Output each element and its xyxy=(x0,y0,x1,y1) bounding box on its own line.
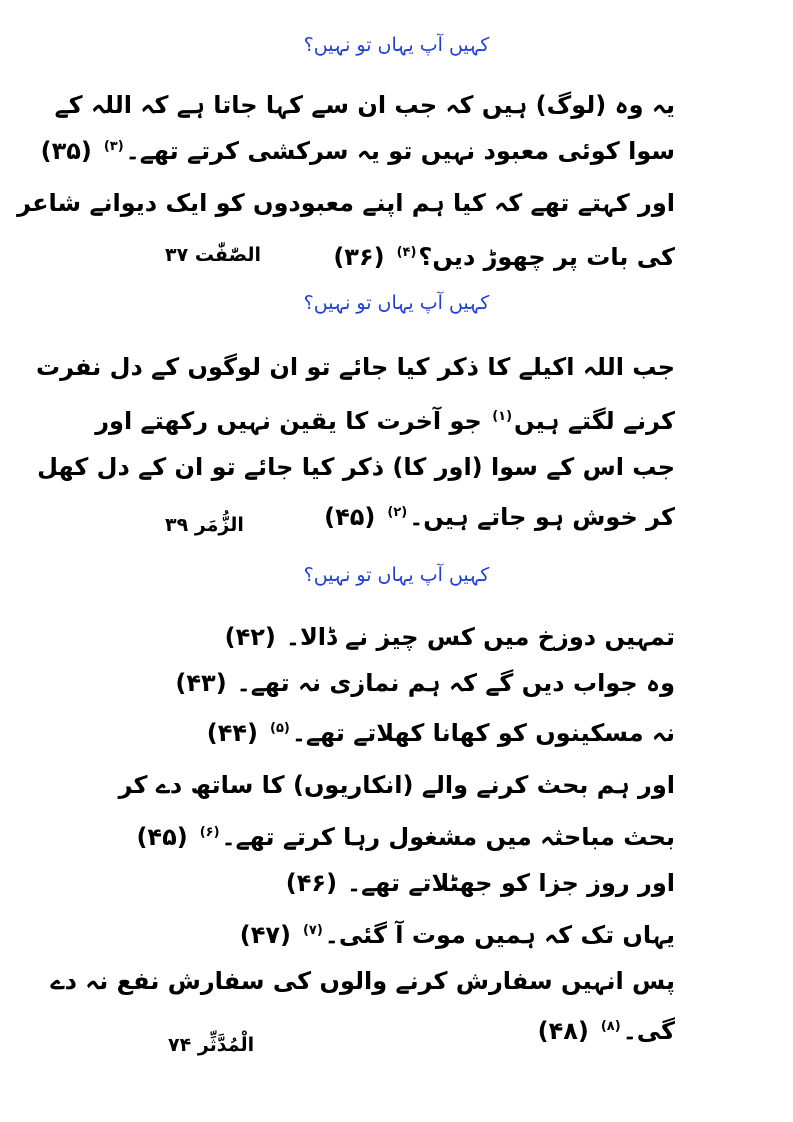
verse-line xyxy=(126,816,675,854)
footnote-marker: (۱) xyxy=(492,409,513,424)
surah-reference: الْمُدَّثِّر ۷۴ xyxy=(168,1034,255,1056)
verse-line xyxy=(314,496,675,534)
footnote-marker: (۲) xyxy=(387,505,408,520)
verse-line xyxy=(230,914,675,952)
verse-text: جب اس کے سوا (اور کا) ذکر کیا جائے تو ان کے دل کھل xyxy=(37,453,675,481)
verse-line xyxy=(197,712,675,750)
verse-number: (۴۵) xyxy=(136,823,188,851)
verse-line xyxy=(17,186,675,220)
footnote-marker: (۶) xyxy=(199,825,220,840)
verse-text: پس انہیں سفارش کرنے والوں کی سفارش نفع نہ دے xyxy=(50,967,675,995)
verse-text: سوا کوئی معبود نہیں تو یہ سرکشی کرتے تھے۔ xyxy=(125,137,675,165)
footnote-marker: (۳) xyxy=(103,139,124,154)
verse-number: (۴۴) xyxy=(206,719,259,747)
verse-text: جو آخرت کا یقین نہیں رکھتے اور xyxy=(95,407,482,435)
verse-number: (۴۲) xyxy=(224,623,276,651)
verse-text: اور روز جزا کو جھٹلاتے تھے۔ xyxy=(347,869,675,897)
verse-line xyxy=(37,450,675,484)
verse-number: (۴۷) xyxy=(239,921,291,949)
verse-line xyxy=(31,130,675,168)
verse-line xyxy=(323,236,675,274)
verse-text: تمہیں دوزخ میں کس چیز نے ڈالا۔ xyxy=(285,623,675,651)
verse-number: (۳۵) xyxy=(40,137,92,165)
verse-text: گی۔ xyxy=(622,1017,675,1045)
verse-number: (۴۳) xyxy=(175,669,227,697)
verse-line xyxy=(95,400,675,438)
section-heading: کہیں آپ یہاں تو نہیں؟ xyxy=(303,292,490,314)
verse-text: وہ جواب دیں گے کہ ہم نمازی نہ تھے۔ xyxy=(236,669,675,697)
verse-text: جب اللہ اکیلے کا ذکر کیا جائے تو ان لوگوں کے دل نفرت xyxy=(35,353,675,381)
footnote-marker: (۷) xyxy=(302,923,323,938)
surah-reference: الصّٰفّٰت ۳۷ xyxy=(165,244,261,266)
verse-text: اور ہم بحث کرنے والے (انکاریوں) کا ساتھ دے کر xyxy=(118,771,675,799)
verse-line xyxy=(51,964,676,998)
verse-number: (۴۸) xyxy=(537,1017,589,1045)
section-heading: کہیں آپ یہاں تو نہیں؟ xyxy=(303,34,490,56)
verse-line xyxy=(276,866,675,900)
verse-text: کر خوش ہو جاتے ہیں۔ xyxy=(409,503,675,531)
verse-text: نہ مسکینوں کو کھانا کھلاتے تھے۔ xyxy=(291,719,675,747)
verse-text: کرنے لگتے ہیں xyxy=(514,407,675,435)
verse-line xyxy=(528,1010,675,1048)
verse-line xyxy=(55,88,675,122)
verse-number: (۴۶) xyxy=(285,869,338,897)
verse-text: کی بات پر چھوڑ دیں؟ xyxy=(418,243,675,271)
surah-reference: الزُّمَر ۳۹ xyxy=(165,514,244,536)
verse-text: اور کہتے تھے کہ کیا ہم اپنے معبودوں کو ایک دیوانے شاعر xyxy=(17,189,675,217)
verse-text: یہ وہ (لوگ) ہیں کہ جب ان سے کہا جاتا ہے کہ اللہ کے xyxy=(54,91,675,119)
footnote-marker: (۴) xyxy=(396,245,417,260)
verse-text: یہاں تک کہ ہمیں موت آ گئی۔ xyxy=(324,921,675,949)
verse-line xyxy=(165,666,675,700)
verse-text: بحث مباحثہ میں مشغول رہا کرتے تھے۔ xyxy=(221,823,675,851)
verse-line xyxy=(119,768,675,802)
section-heading: کہیں آپ یہاں تو نہیں؟ xyxy=(303,564,490,586)
verse-number: (۳۶) xyxy=(333,243,385,271)
footnote-marker: (۵) xyxy=(270,721,290,736)
verse-line xyxy=(36,350,675,384)
verse-number: (۴۵) xyxy=(324,503,376,531)
verse-line xyxy=(215,620,675,654)
footnote-marker: (۸) xyxy=(600,1019,621,1034)
